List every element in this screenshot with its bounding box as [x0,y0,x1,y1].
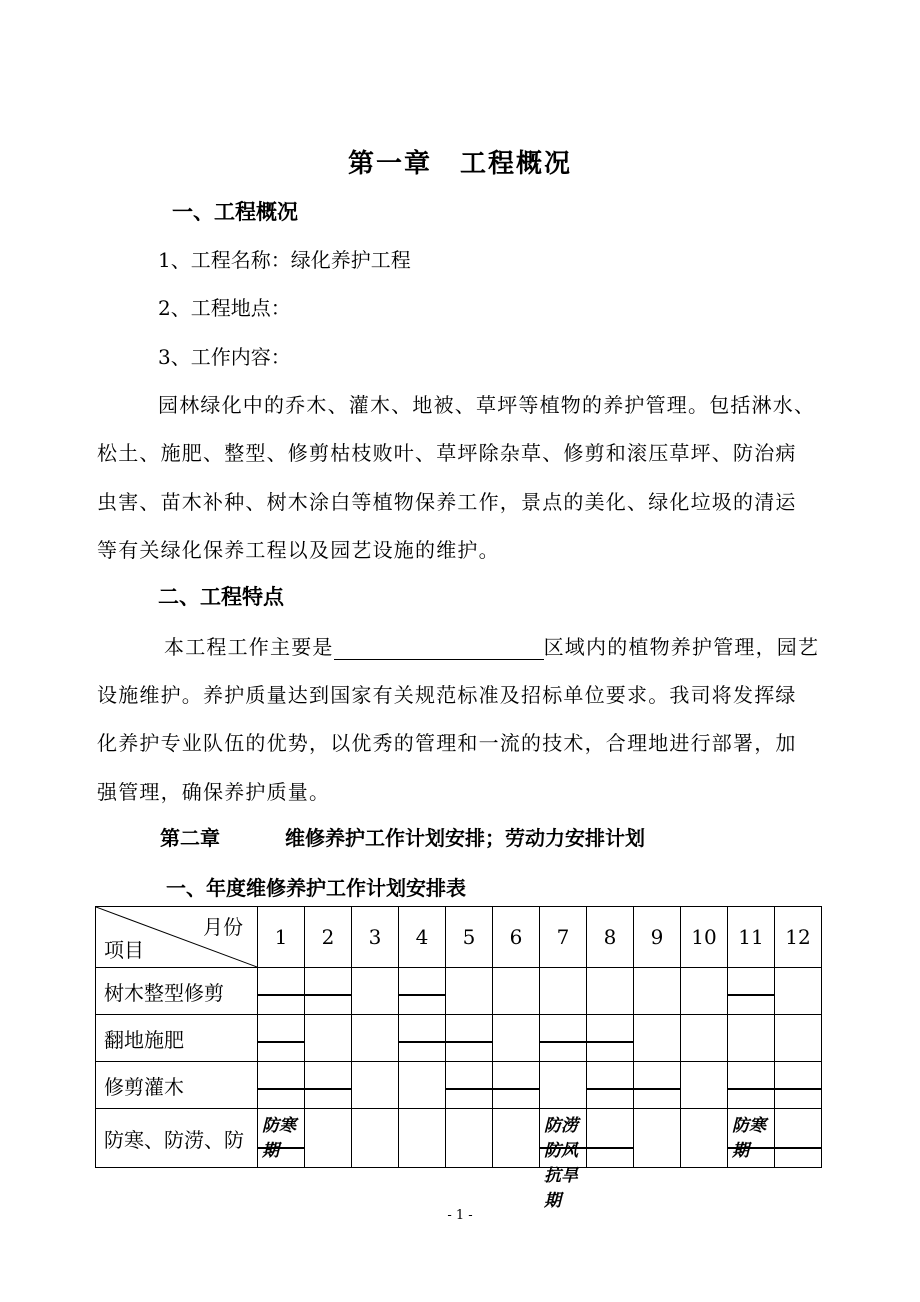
month-header: 12 [775,907,822,968]
content-paragraph-line: 松土、施肥、整型、修剪枯枝败叶、草坪除杂草、修剪和滚压草坪、防治病 [97,441,797,465]
plan-cell [258,1062,305,1109]
schedule-bar [305,994,351,996]
annual-plan-table [95,906,822,1211]
schedule-bar [587,1147,633,1149]
plan-cell [446,1015,493,1062]
plan-cell [399,968,446,1015]
schedule-bar [775,1147,821,1149]
plan-cell [587,1062,634,1109]
period-note: 防寒期 [262,1116,296,1161]
page-number: - 1 - [447,1208,473,1223]
plan-cell [681,968,728,1015]
content-paragraph-line: 虫害、苗木补种、树木涂白等植物保养工作，景点的美化、绿化垃圾的清运 [97,490,797,514]
plan-cell [681,1015,728,1062]
plan-cell [728,1015,775,1062]
plan-cell [352,968,399,1015]
section-features-heading: 二、工程特点 [158,584,284,609]
plan-cell [493,1109,540,1168]
month-header: 7 [540,907,587,968]
month-header: 11 [728,907,775,968]
table-row [96,1062,822,1109]
plan-cell [681,1062,728,1109]
schedule-bar [446,1041,492,1043]
plan-cell [728,1109,775,1168]
plan-cell [493,1062,540,1109]
work-content-label: 3、工作内容： [158,345,291,369]
period-note: 防涝防风抗旱期 [544,1116,578,1211]
plan-cell [446,1062,493,1109]
plan-cell [305,1062,352,1109]
schedule-bar [258,1041,304,1043]
plan-cell [775,1015,822,1062]
plan-cell [352,1015,399,1062]
plan-cell [775,1109,822,1168]
plan-cell [540,1015,587,1062]
blank-field [334,637,544,660]
features-first-line [164,631,819,660]
plan-cell [258,1015,305,1062]
month-header: 1 [258,907,305,968]
plan-table-heading: 一、年度维修养护工作计划安排表 [166,876,466,900]
features-paragraph-line: 设施维护。养护质量达到国家有关规范标准及招标单位要求。我司将发挥绿 [97,683,797,707]
row-label: 防寒、防涝、防 [96,1109,258,1168]
month-header: 6 [493,907,540,968]
plan-cell [540,1109,587,1211]
plan-cell [352,1109,399,1168]
row-label: 修剪灌木 [96,1062,258,1109]
plan-cell [587,1109,634,1168]
schedule-bar [258,1088,304,1090]
features-prefix: 本工程工作主要是 [164,635,334,659]
plan-cell [634,1109,681,1168]
schedule-bar [305,1088,351,1090]
table-row [96,968,822,1015]
features-paragraph-line: 化养护专业队伍的优势，以优秀的管理和一流的技术，合理地进行部署，加 [97,731,797,755]
table-row [96,1015,822,1062]
plan-cell [587,968,634,1015]
plan-cell [540,1062,587,1109]
plan-cell [493,968,540,1015]
schedule-bar [399,994,445,996]
schedule-bar [399,1041,445,1043]
schedule-bar [775,1088,821,1090]
row-label: 树木整型修剪 [96,968,258,1015]
month-header: 8 [587,907,634,968]
schedule-bar [258,994,304,996]
schedule-bar [446,1088,492,1090]
plan-cell [493,1015,540,1062]
content-paragraph-line: 等有关绿化保养工程以及园艺设施的维护。 [97,538,500,562]
row-label: 翻地施肥 [96,1015,258,1062]
plan-cell [258,968,305,1015]
plan-cell [399,1109,446,1168]
schedule-bar [540,1041,586,1043]
plan-cell [634,968,681,1015]
plan-cell [540,968,587,1015]
plan-cell [305,1015,352,1062]
plan-cell [775,1062,822,1109]
month-header: 5 [446,907,493,968]
plan-cell [446,968,493,1015]
schedule-bar [587,1088,633,1090]
period-note: 防寒期 [732,1116,766,1161]
plan-cell [728,1062,775,1109]
schedule-bar [634,1088,680,1090]
month-header: 3 [352,907,399,968]
project-location: 2、工程地点： [158,296,291,320]
schedule-bar [493,1088,539,1090]
plan-cell [728,968,775,1015]
plan-cell [587,1015,634,1062]
plan-cell [446,1109,493,1168]
table-corner-cell [96,907,258,968]
schedule-bar [728,994,774,996]
month-header: 2 [305,907,352,968]
month-header: 9 [634,907,681,968]
features-paragraph-line: 强管理，确保养护质量。 [97,780,331,804]
table-row [96,1109,822,1168]
chapter-1-title: 第一章 工程概况 [347,149,572,179]
schedule-bar [728,1088,774,1090]
plan-cell [634,1015,681,1062]
plan-cell [305,1109,352,1168]
table-header-row [96,907,822,968]
plan-cell [352,1062,399,1109]
corner-item-label: 项目 [104,938,144,962]
chapter-2-label: 第二章 [160,826,220,850]
plan-cell [399,1015,446,1062]
month-header: 10 [681,907,728,968]
plan-cell [258,1109,305,1168]
chapter-2-title: 维修养护工作计划安排；劳动力安排计划 [285,826,645,850]
schedule-bar [587,1041,633,1043]
plan-cell [399,1062,446,1109]
features-suffix: 区域内的植物养护管理，园艺 [543,635,820,659]
plan-cell [775,968,822,1015]
section-overview-heading: 一、工程概况 [172,199,298,224]
plan-cell [305,968,352,1015]
corner-month-label: 月份 [203,915,243,939]
month-header: 4 [399,907,446,968]
plan-cell [634,1062,681,1109]
content-paragraph-line: 园林绿化中的乔木、灌木、地被、草坪等植物的养护管理。包括淋水、 [158,393,816,417]
plan-cell [681,1109,728,1168]
project-name: 1、工程名称：绿化养护工程 [158,248,411,272]
